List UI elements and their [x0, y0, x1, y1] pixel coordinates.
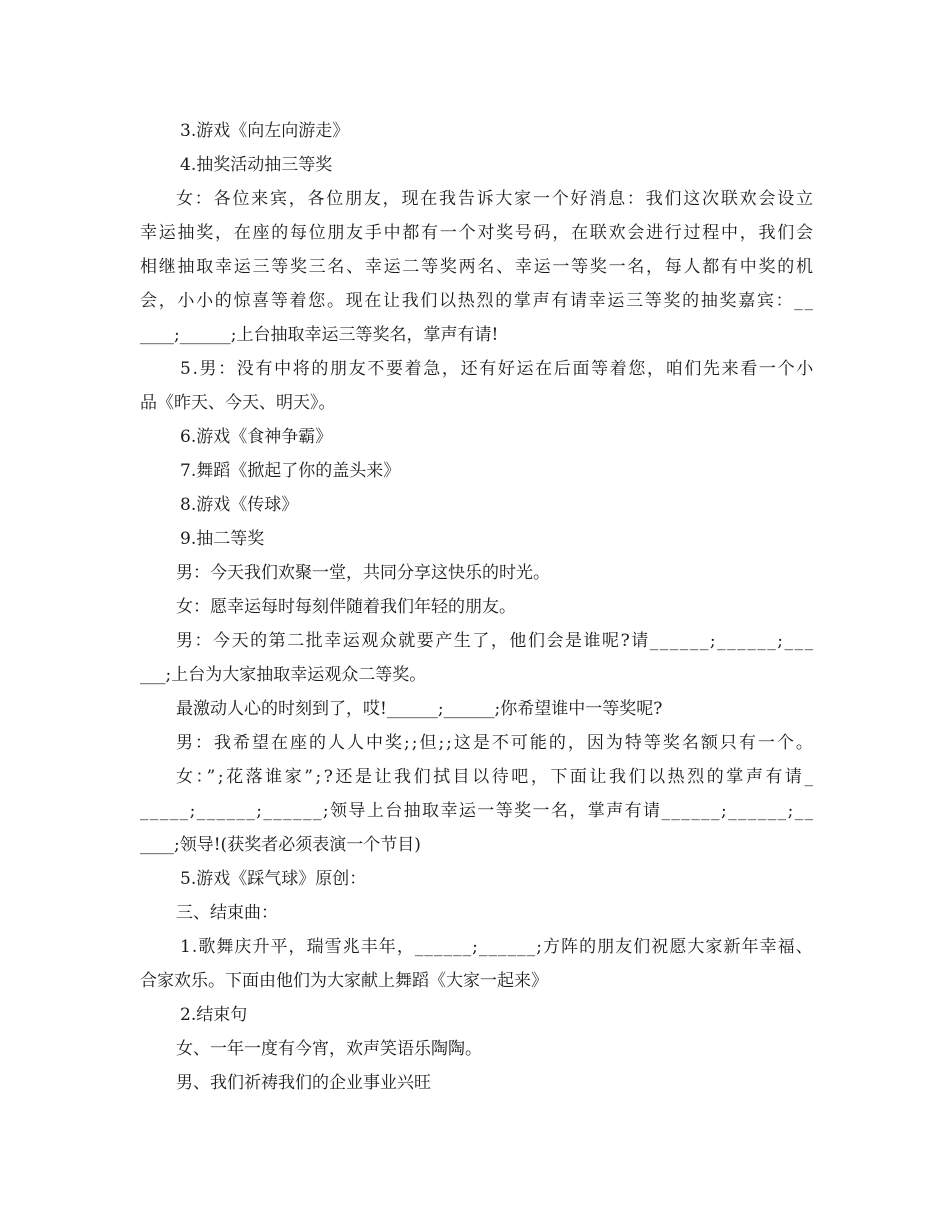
text-line: ___;上台为大家抽取幸运观众二等奖。 — [140, 665, 427, 685]
text-line: 品《昨天、今天、明天》。 — [140, 393, 336, 413]
text-line: 5.男：没有中将的朋友不要着急，还有好运在后面等着您，咱们先来看一个小 — [180, 359, 815, 379]
text-line: ____;______;上台抽取幸运三等奖名，掌声有请! — [140, 325, 499, 345]
text-line: 男、我们祈祷我们的企业事业兴旺 — [176, 1073, 431, 1093]
text-line: 相继抽取幸运三等奖三名、幸运二等奖两名、幸运一等奖一名，每人都有中奖的机 — [140, 257, 815, 277]
text-line: 7.舞蹈《掀起了你的盖头来》 — [180, 461, 401, 481]
text-line: 6.游戏《食神争霸》 — [180, 427, 333, 447]
text-line: 2.结束句 — [180, 1005, 248, 1025]
text-line: 3.游戏《向左向游走》 — [180, 121, 350, 141]
text-line: 幸运抽奖，在座的每位朋友手中都有一个对奖号码，在联欢会进行过程中，我们会 — [140, 223, 815, 243]
text-line: 三、结束曲： — [176, 903, 278, 923]
text-line: 5.游戏《踩气球》原创： — [180, 869, 367, 889]
text-line: 1.歌舞庆升平，瑞雪兆丰年，______;______;方阵的朋友们祝愿大家新年幸福、 — [180, 937, 814, 957]
text-line: _____;______;______;领导上台抽取幸运一等奖一名，掌声有请______;______;__ — [140, 801, 815, 821]
text-line: 男：我希望在座的人人中奖;;但;;这是不可能的，因为特等奖名额只有一个。 — [176, 733, 815, 753]
text-line: ____;领导!(获奖者必须表演一个节目) — [140, 835, 421, 855]
text-line: 女：各位来宾，各位朋友，现在我告诉大家一个好消息：我们这次联欢会设立 — [176, 189, 815, 209]
text-line: 男：今天我们欢聚一堂，共同分享这快乐的时光。 — [176, 563, 550, 583]
text-line: 9.抽二等奖 — [180, 529, 265, 549]
text-line: 女：”;花落谁家”;?还是让我们拭目以待吧，下面让我们以热烈的掌声有请_ — [176, 767, 816, 787]
text-line: 女、一年一度有今宵，欢声笑语乐陶陶。 — [176, 1039, 482, 1059]
text-line: 4.抽奖活动抽三等奖 — [180, 155, 333, 175]
text-line: 合家欢乐。下面由他们为大家献上舞蹈《大家一起来》 — [140, 971, 548, 991]
text-line: 男：今天的第二批幸运观众就要产生了，他们会是谁呢?请______;______;___ — [176, 631, 815, 651]
text-line: 最激动人心的时刻到了，哎!______;______;你希望谁中一等奖呢? — [176, 699, 663, 719]
text-line: 女：愿幸运每时每刻伴随着我们年轻的朋友。 — [176, 597, 516, 617]
text-line: 8.游戏《传球》 — [180, 495, 299, 515]
text-line: 会，小小的惊喜等着您。现在让我们以热烈的掌声有请幸运三等奖的抽奖嘉宾：__ — [140, 291, 815, 311]
